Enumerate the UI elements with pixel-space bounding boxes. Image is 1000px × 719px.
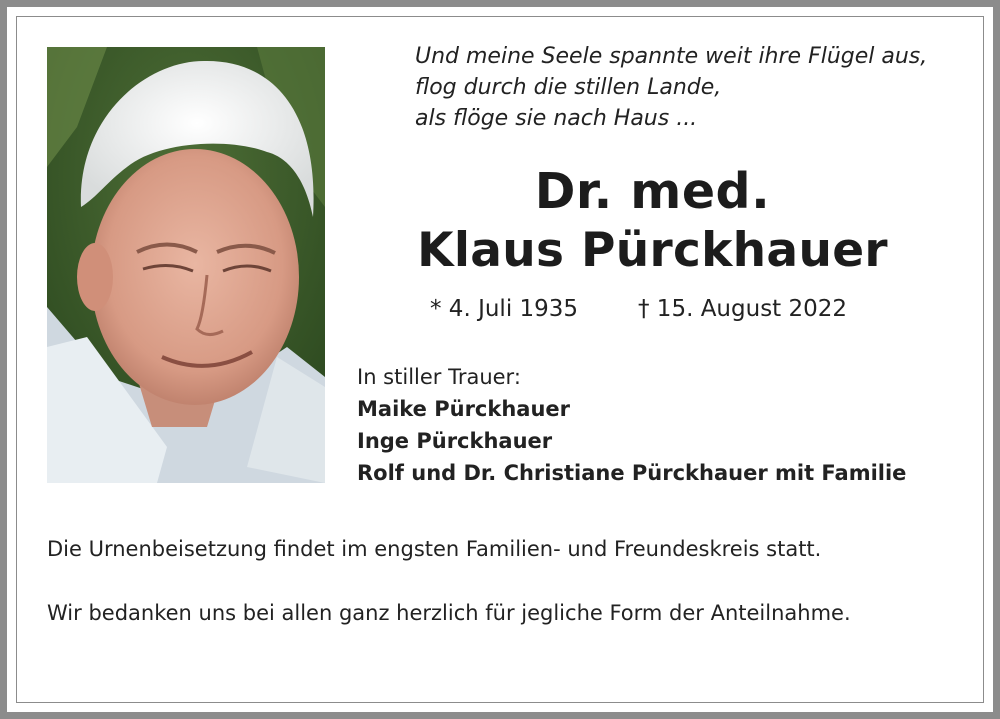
death-date: † 15. August 2022: [638, 296, 848, 322]
deceased-title: Dr. med.: [534, 163, 771, 220]
poem-line: als flöge sie nach Haus ...: [415, 106, 698, 131]
poem: [415, 41, 975, 134]
thanks-notice: Wir bedanken uns bei allen ganz herzlich für jegliche Form der Anteilnahme.: [47, 601, 851, 625]
mourner-name: Inge Pürckhauer: [357, 429, 553, 453]
deceased-name-block: [355, 162, 950, 280]
poem-line: Und meine Seele spannte weit ihre Flügel aus,: [415, 44, 928, 69]
mourners-intro: In stiller Trauer:: [357, 365, 521, 389]
mourner-name: Maike Pürckhauer: [357, 397, 571, 421]
poem-line: flog durch die stillen Lande,: [415, 75, 722, 100]
deceased-name: Klaus Pürckhauer: [417, 223, 888, 278]
mourners-list: [357, 361, 967, 489]
birth-date: * 4. Juli 1935: [430, 296, 579, 322]
portrait-photo: [47, 47, 325, 483]
burial-notice: Die Urnenbeisetzung findet im engsten Familien- und Freundeskreis statt.: [47, 537, 822, 561]
mourner-name: Rolf und Dr. Christiane Pürckhauer mit Familie: [357, 461, 907, 485]
